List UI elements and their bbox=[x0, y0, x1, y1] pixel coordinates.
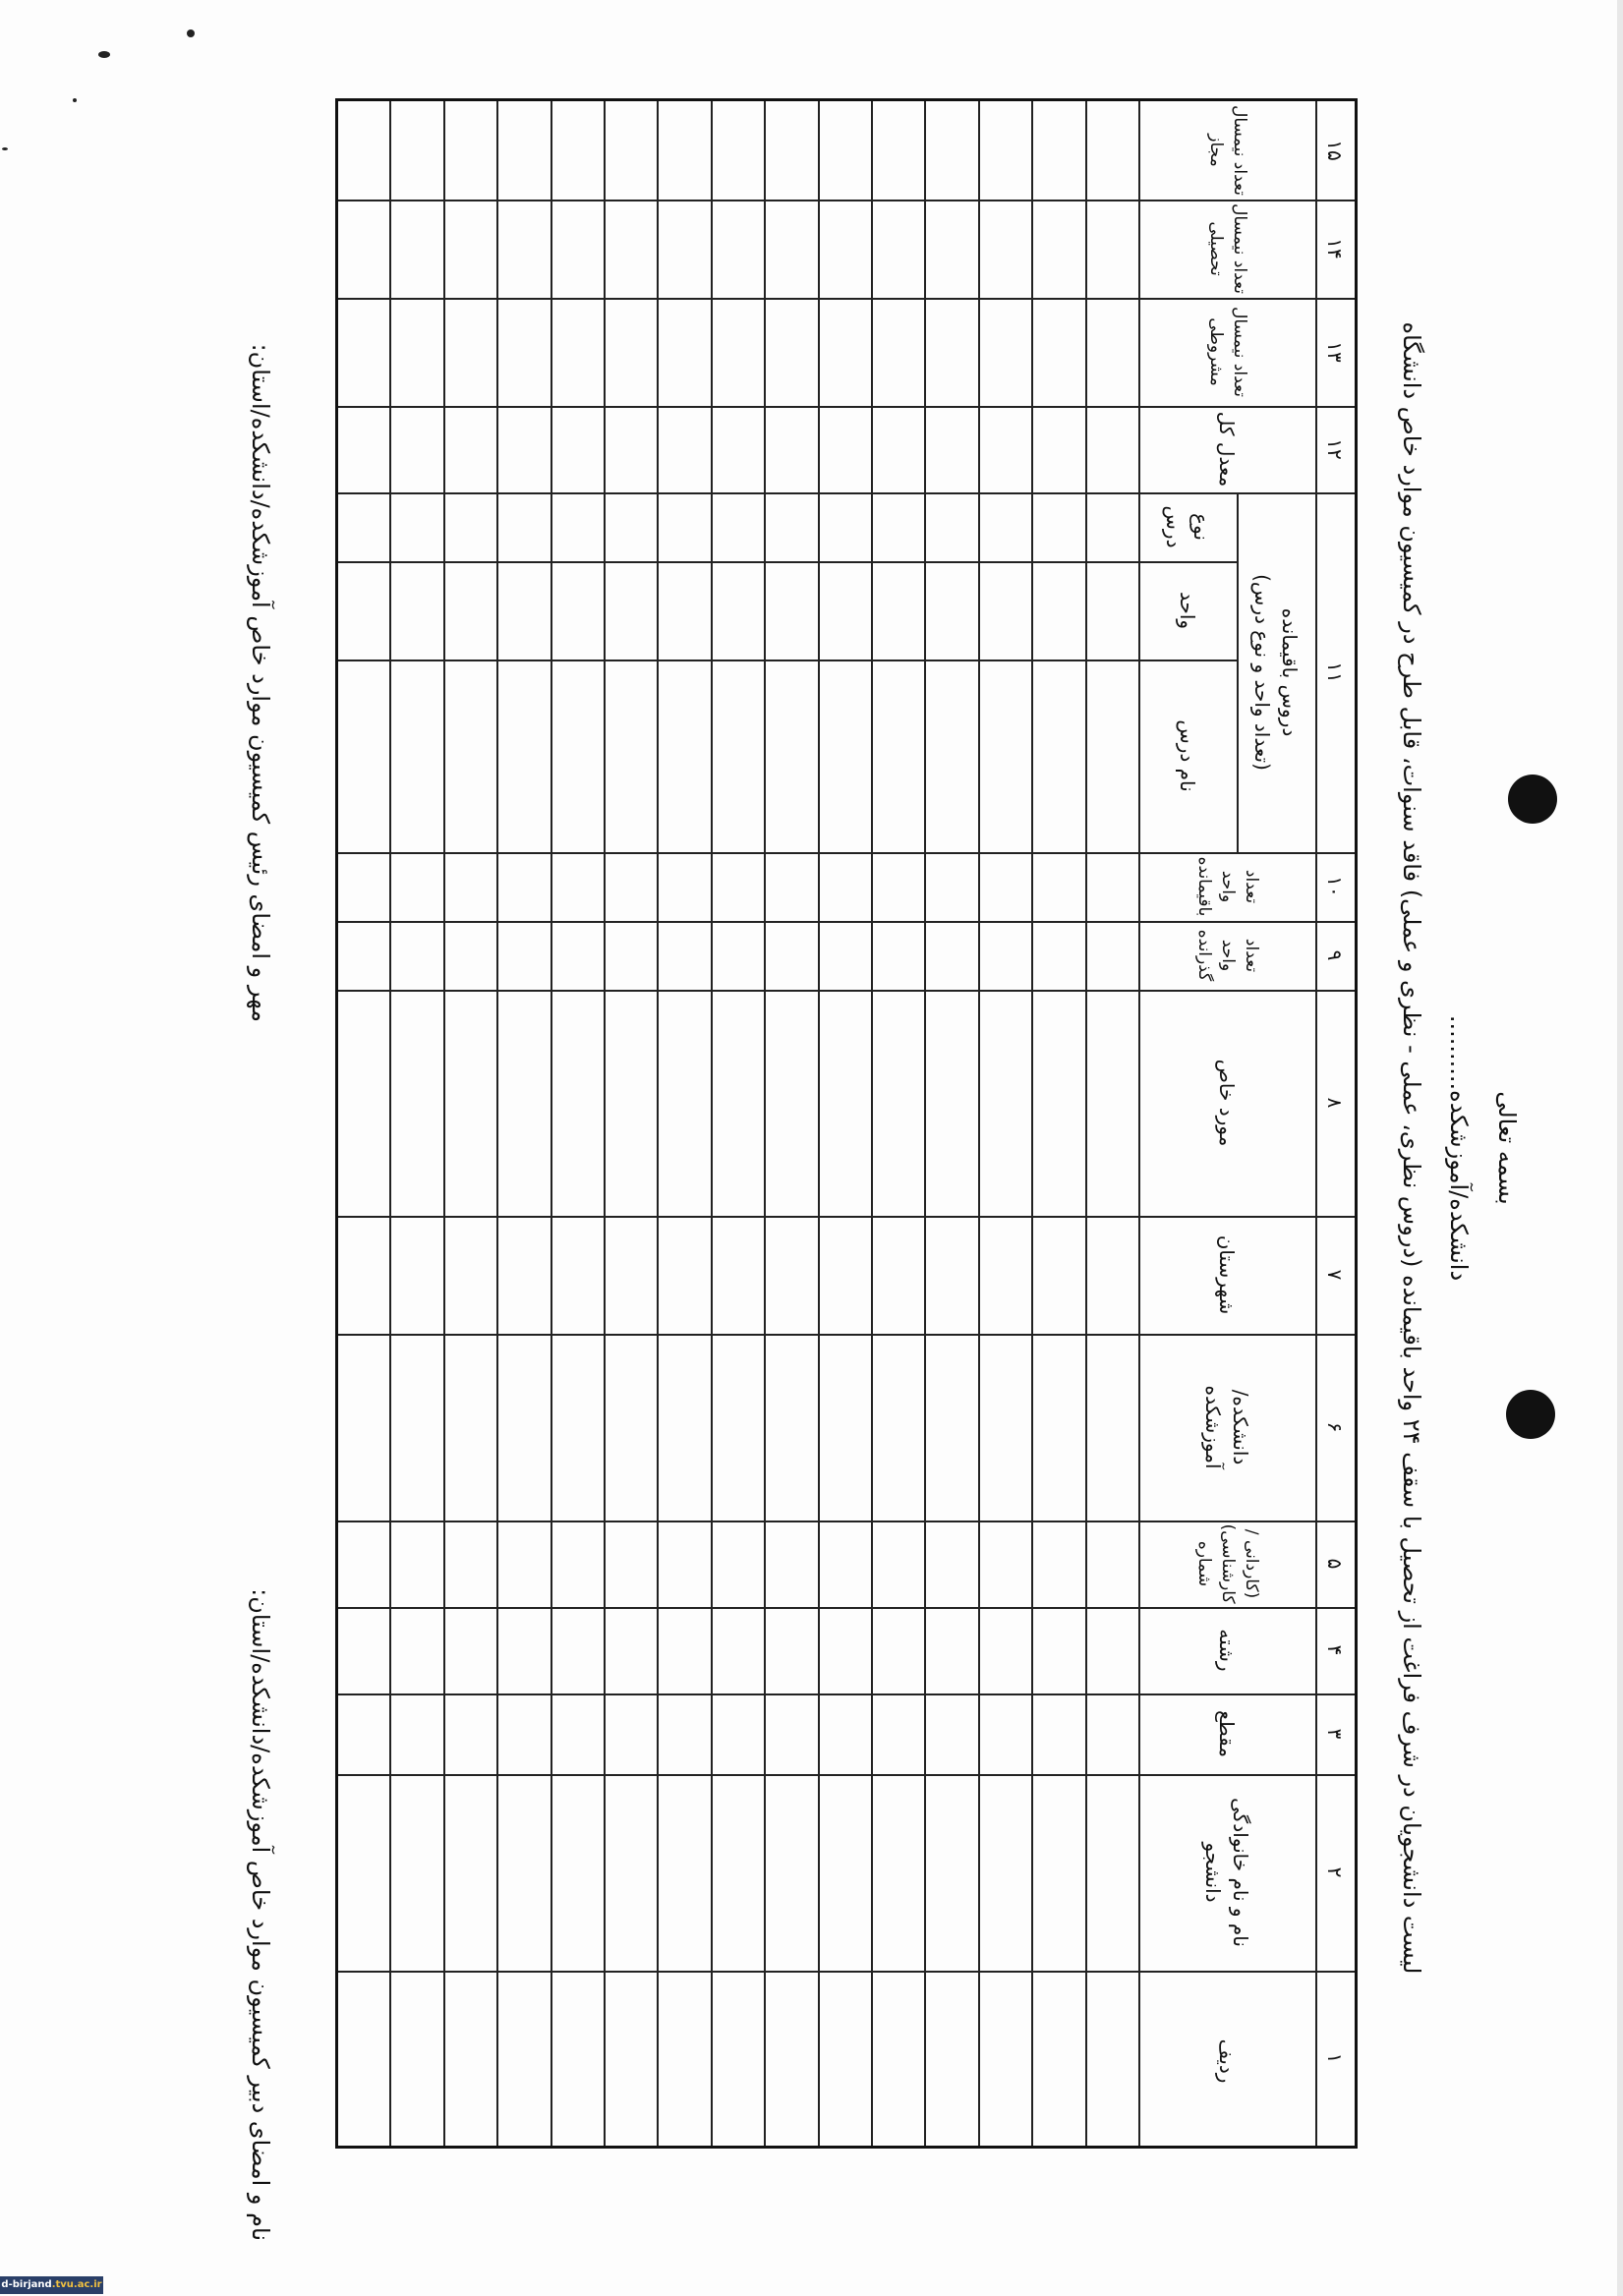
row-divider bbox=[443, 101, 445, 2146]
header-course-type: نوع درس bbox=[1162, 505, 1213, 548]
column-divider bbox=[338, 1521, 1355, 1522]
column-number: ۲ bbox=[1323, 1866, 1347, 1878]
column-divider bbox=[338, 1334, 1355, 1336]
row-divider bbox=[1085, 101, 1087, 2146]
header-course-unit: واحد bbox=[1176, 591, 1199, 630]
header-remaining-units: تعداد واحد باقیمانده bbox=[1194, 856, 1261, 917]
column-divider bbox=[338, 1971, 1355, 1973]
column-number: ۷ bbox=[1323, 1269, 1347, 1281]
column-number: ۱ bbox=[1323, 2052, 1347, 2064]
column-number: ۱۵ bbox=[1323, 140, 1347, 161]
column-number: ۱۴ bbox=[1323, 238, 1347, 259]
row-divider bbox=[924, 101, 926, 2146]
row-divider bbox=[389, 101, 391, 2146]
number-row-divider bbox=[1315, 101, 1317, 2146]
row-divider bbox=[764, 101, 766, 2146]
row-divider bbox=[604, 101, 606, 2146]
header-special-case: مورد خاص bbox=[1215, 1059, 1239, 1147]
column-number: ۴ bbox=[1323, 1644, 1347, 1656]
column-divider bbox=[338, 561, 1239, 563]
column-divider bbox=[338, 660, 1239, 661]
row-divider bbox=[551, 101, 552, 2146]
column-divider bbox=[338, 1693, 1355, 1695]
column-number: ۹ bbox=[1323, 949, 1347, 961]
header-student-id: (کاردانی / کارشناسی) شماره bbox=[1194, 1523, 1261, 1604]
header-degree: مقطع bbox=[1215, 1710, 1239, 1757]
column-number: ۸ bbox=[1323, 1097, 1347, 1109]
header-row-number: ردیف bbox=[1215, 2038, 1239, 2084]
header-student-name: نام و نام خانوادگی دانشجو bbox=[1201, 1798, 1252, 1947]
faculty-line: دانشکده/آموزشکده.......... bbox=[1445, 1014, 1473, 1282]
column-divider bbox=[338, 921, 1355, 923]
header-probation-terms: تعداد نیمسال مشروطی bbox=[1206, 307, 1249, 397]
row-divider bbox=[711, 101, 713, 2146]
row-divider bbox=[978, 101, 980, 2146]
head-signature-label: مهر و امضای رئیس کمیسیون موارد خاص آموزشکده/دانشکده/استان: bbox=[247, 343, 274, 1022]
column-divider bbox=[338, 492, 1355, 494]
subheader-divider bbox=[1237, 492, 1239, 852]
header-remaining-courses: دروس باقیمانده (تعداد واحد و نوع درس) bbox=[1250, 574, 1302, 771]
column-divider bbox=[338, 1607, 1355, 1609]
column-number: ۱۳ bbox=[1323, 341, 1347, 363]
header-faculty: دانشکده/ آموزشکده bbox=[1201, 1385, 1252, 1469]
column-number: ۱۰ bbox=[1323, 876, 1347, 897]
column-number: ۱۱ bbox=[1323, 661, 1347, 683]
column-divider bbox=[338, 298, 1355, 300]
column-number: ۱۲ bbox=[1323, 438, 1347, 460]
header-major: رشته bbox=[1215, 1629, 1239, 1672]
header-course-name: نام درس bbox=[1176, 719, 1199, 792]
row-divider bbox=[818, 101, 820, 2146]
header-passed-units: تعداد واحد گذرانده bbox=[1194, 929, 1261, 982]
bismillah-heading: بسمه تعالی bbox=[1493, 1091, 1521, 1205]
row-divider bbox=[496, 101, 498, 2146]
row-divider bbox=[1031, 101, 1033, 2146]
column-divider bbox=[338, 406, 1355, 408]
column-number: ۵ bbox=[1323, 1558, 1347, 1570]
row-divider bbox=[871, 101, 873, 2146]
header-allowed-terms: تعداد نیمسال مجاز bbox=[1206, 105, 1249, 196]
column-number: ۳ bbox=[1323, 1728, 1347, 1740]
column-divider bbox=[338, 1216, 1355, 1218]
column-divider bbox=[338, 852, 1355, 854]
header-study-terms: تعداد نیمسال تحصیلی bbox=[1206, 203, 1249, 294]
secretary-signature-label: نام و امضای دبیر کمیسیون موارد خاص آموزشکده/دانشکده/استان: bbox=[247, 1588, 274, 2241]
column-divider bbox=[338, 200, 1355, 201]
site-watermark: d-birjand.tvu.ac.ir bbox=[0, 2276, 103, 2294]
column-divider bbox=[338, 1774, 1355, 1776]
header-city: شهرستان bbox=[1215, 1234, 1239, 1315]
form-title: لیست دانشجویان در شرف فراغت از تحصیل با سقف ۲۴ واحد باقیمانده (دروس نظری، عملی - نظری و عملی) فاقد سنوات، قابل طرح در کمیسیون موارد خاص دانشگاه bbox=[1398, 321, 1425, 1975]
column-number: ۶ bbox=[1323, 1421, 1347, 1433]
row-divider bbox=[657, 101, 659, 2146]
header-gpa: معدل کل bbox=[1215, 411, 1239, 488]
header-divider bbox=[1138, 101, 1140, 2146]
students-table bbox=[335, 98, 1358, 2149]
column-divider bbox=[338, 990, 1355, 992]
